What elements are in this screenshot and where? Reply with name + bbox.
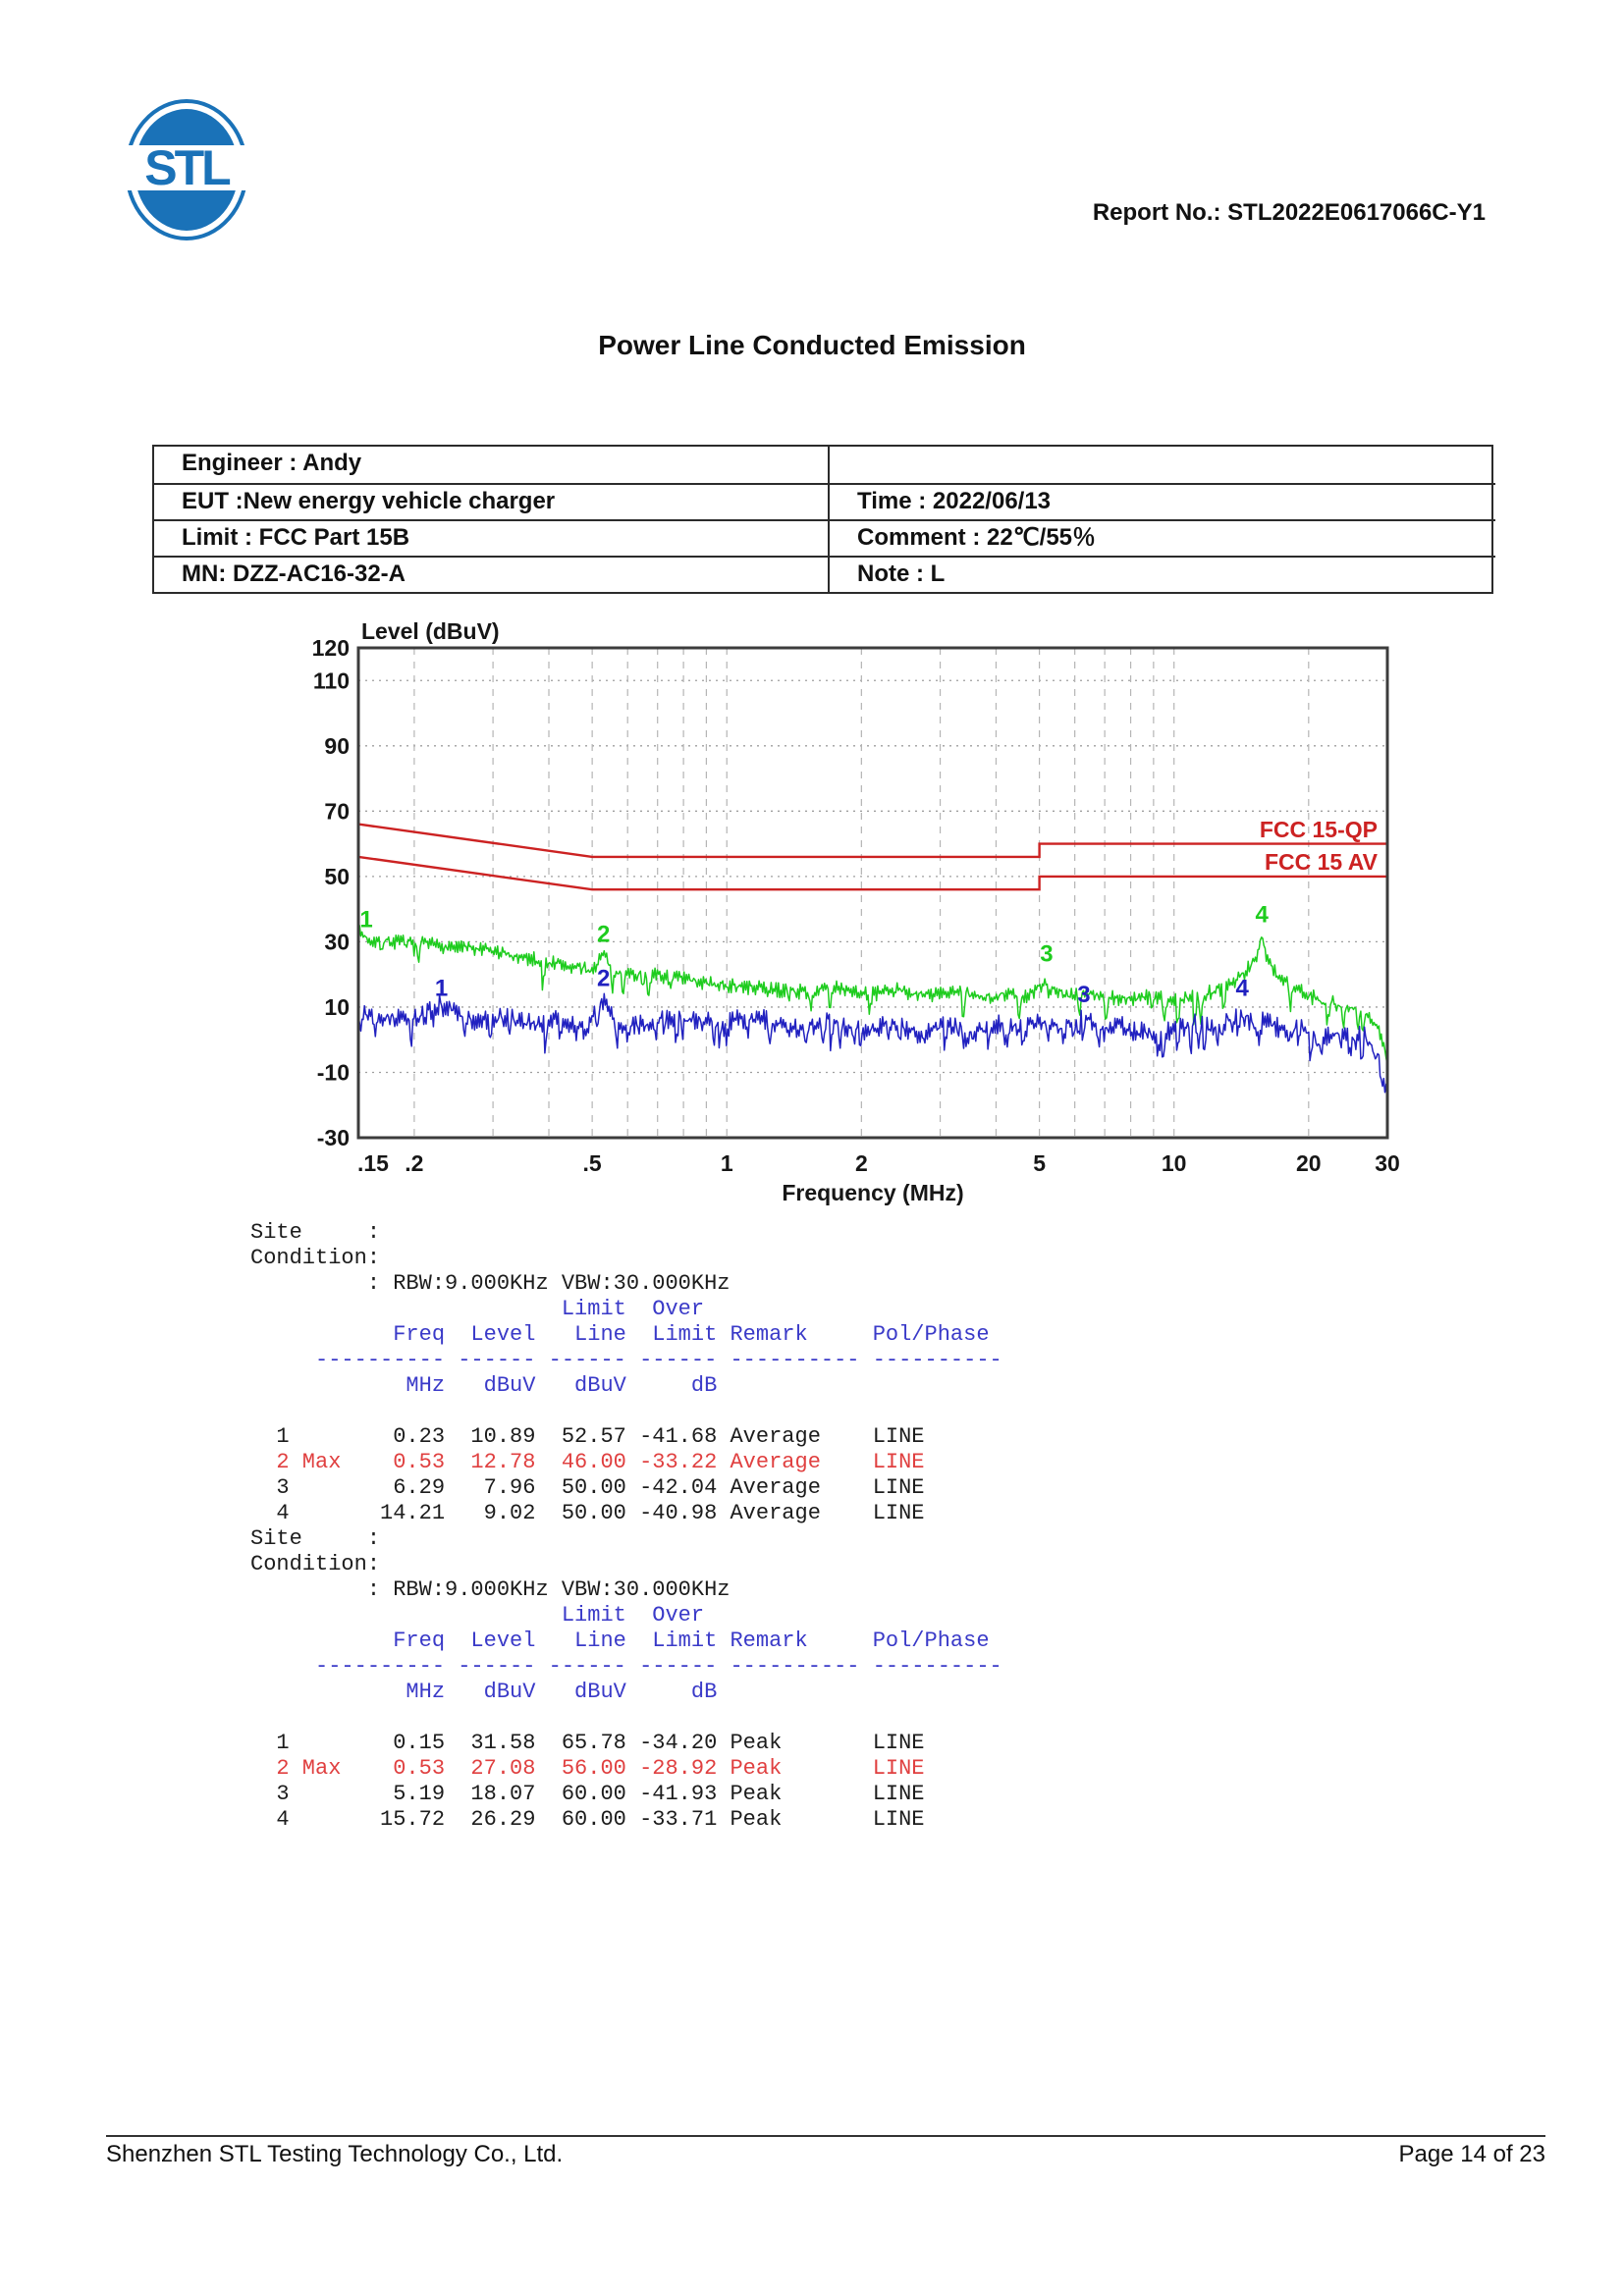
svg-text:70: 70: [324, 798, 350, 825]
result-line: 4 15.72 26.29 60.00 -33.71 Peak LINE: [250, 1807, 925, 1832]
stl-logo: [124, 98, 249, 241]
svg-text:1: 1: [359, 906, 373, 934]
svg-text:-30: -30: [316, 1125, 350, 1150]
svg-text:3: 3: [1040, 940, 1054, 968]
info-table: [152, 445, 1493, 594]
svg-text:20: 20: [1296, 1150, 1322, 1176]
info-cell-limit: Limit : FCC Part 15B: [154, 519, 828, 556]
result-line: MHz dBuV dBuV dB: [250, 1373, 718, 1398]
result-line: 4 14.21 9.02 50.00 -40.98 Average LINE: [250, 1501, 925, 1525]
result-line: : RBW:9.000KHz VBW:30.000KHz: [250, 1577, 731, 1602]
info-cell-eut: EUT :New energy vehicle charger: [154, 483, 828, 519]
result-line: Condition:: [250, 1246, 381, 1270]
result-line: Freq Level Line Limit Remark Pol/Phase: [250, 1629, 990, 1653]
result-line: [250, 1705, 1330, 1731]
svg-text:1: 1: [720, 1150, 733, 1176]
svg-text:120: 120: [311, 635, 350, 661]
result-line: 3 6.29 7.96 50.00 -42.04 Average LINE: [250, 1475, 925, 1500]
svg-text:-10: -10: [316, 1059, 350, 1086]
svg-text:10: 10: [324, 993, 350, 1020]
page-title: Power Line Conducted Emission: [598, 330, 1026, 360]
info-cell-engineer: Engineer : Andy: [182, 450, 362, 476]
info-cell-note: Note : L: [828, 556, 1495, 592]
result-block-average: [250, 1220, 1330, 1526]
svg-text:90: 90: [324, 732, 350, 759]
svg-text:2: 2: [596, 965, 611, 992]
result-line: 2 Max 0.53 27.08 56.00 -28.92 Peak LINE: [250, 1756, 925, 1781]
emission-chart-svg: [295, 604, 1414, 1217]
svg-text:.2: .2: [405, 1150, 424, 1176]
info-cell-mn: MN: DZZ-AC16-32-A: [154, 556, 828, 592]
result-line: MHz dBuV dBuV dB: [250, 1680, 718, 1704]
svg-text:Frequency (MHz): Frequency (MHz): [782, 1180, 964, 1205]
info-cell-comment: Comment : 22℃/55％: [828, 519, 1495, 556]
svg-text:30: 30: [324, 929, 350, 955]
svg-text:50: 50: [324, 863, 350, 889]
result-line: Freq Level Line Limit Remark Pol/Phase: [250, 1322, 990, 1347]
svg-text:4: 4: [1255, 901, 1269, 929]
result-line: ---------- ------ ------ ------ ---------- ----------: [250, 1654, 1002, 1679]
svg-text:FCC 15 AV: FCC 15 AV: [1264, 849, 1378, 876]
svg-text:2: 2: [854, 1150, 868, 1176]
footer-company: Shenzhen STL Testing Technology Co., Ltd.: [106, 2141, 564, 2167]
info-cell-blank: [828, 447, 1495, 483]
result-line: 1 0.15 31.58 65.78 -34.20 Peak LINE: [250, 1731, 925, 1755]
svg-text:Level (dBuV): Level (dBuV): [361, 618, 500, 644]
svg-text:2: 2: [596, 921, 611, 948]
result-line: : RBW:9.000KHz VBW:30.000KHz: [250, 1271, 731, 1296]
footer-rule: [106, 2135, 1545, 2137]
report-number: Report No.: STL2022E0617066C-Y1: [1092, 199, 1486, 226]
footer-page-number: Page 14 of 23: [1398, 2141, 1545, 2167]
svg-text:110: 110: [312, 667, 350, 694]
svg-text:30: 30: [1375, 1150, 1400, 1176]
svg-text:4: 4: [1235, 975, 1249, 1002]
result-line: 3 5.19 18.07 60.00 -41.93 Peak LINE: [250, 1782, 925, 1806]
result-line: Limit Over: [250, 1603, 705, 1628]
result-line: Condition:: [250, 1552, 381, 1576]
result-line: Site :: [250, 1220, 381, 1245]
result-line: Site :: [250, 1526, 381, 1551]
info-cell-time: Time : 2022/06/13: [828, 483, 1495, 519]
svg-text:FCC 15-QP: FCC 15-QP: [1259, 816, 1378, 842]
result-line: ---------- ------ ------ ------ ---------- ----------: [250, 1348, 1002, 1372]
svg-text:5: 5: [1033, 1150, 1046, 1176]
svg-text:1: 1: [434, 975, 449, 1002]
svg-text:3: 3: [1077, 981, 1091, 1008]
emission-chart: [295, 604, 1414, 1217]
result-block-peak: [250, 1526, 1330, 1833]
result-line: [250, 1399, 1330, 1424]
svg-text:10: 10: [1161, 1150, 1187, 1176]
result-line: Limit Over: [250, 1297, 705, 1321]
logo-text: STL: [144, 140, 229, 195]
svg-text:.15: .15: [357, 1150, 389, 1176]
svg-text:.5: .5: [582, 1150, 602, 1176]
result-line: 1 0.23 10.89 52.57 -41.68 Average LINE: [250, 1424, 925, 1449]
result-line: 2 Max 0.53 12.78 46.00 -33.22 Average LINE: [250, 1450, 925, 1474]
